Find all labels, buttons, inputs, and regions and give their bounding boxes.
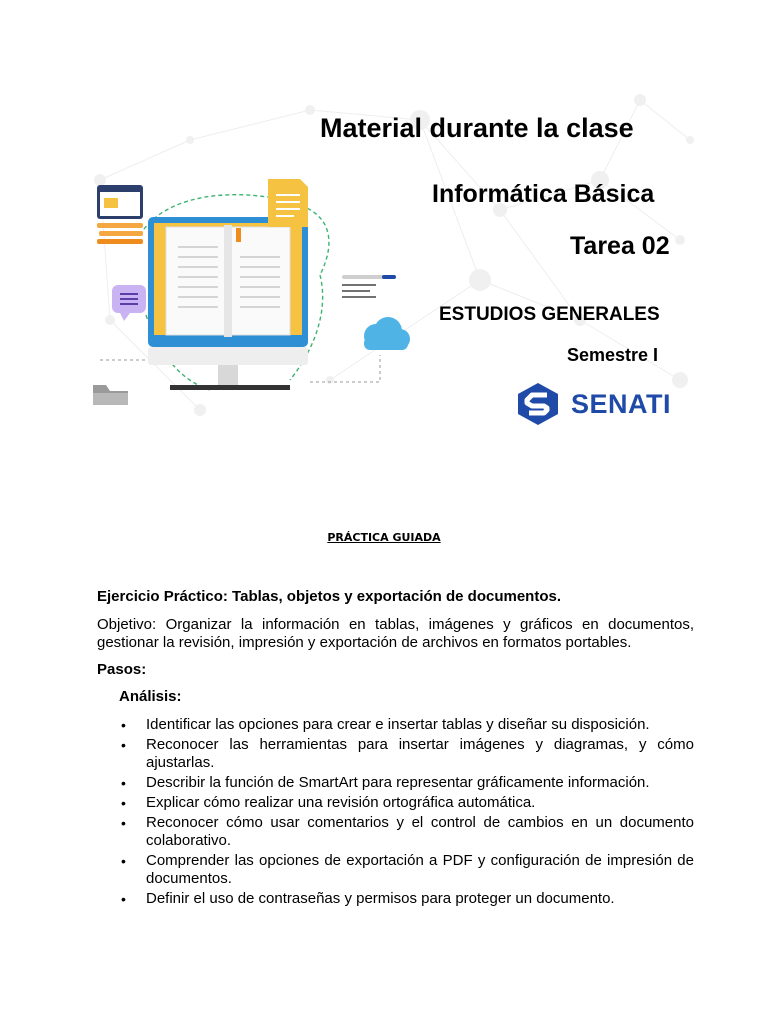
- list-item-text: Comprender las opciones de exportación a PDF y configuración de impresión de documentos.: [146, 852, 694, 887]
- objective-paragraph: Objetivo: Organizar la información en tablas, imágenes y gráficos en documentos, gestionar la revisión, impresión y exportación de archivos en formatos portables.: [97, 616, 694, 651]
- bullet-icon: •: [121, 717, 126, 733]
- list-item: [119, 794, 694, 812]
- monitor-book-icon: [148, 217, 308, 390]
- browser-window-icon: [97, 185, 143, 244]
- analysis-list: [119, 716, 694, 910]
- list-item-text: Reconocer las herramientas para insertar imágenes y diagramas, y cómo ajustarlas.: [146, 736, 694, 771]
- semester-label: Semestre I: [567, 345, 659, 365]
- list-item-text: Reconocer cómo usar comentarios y el control de cambios en un documento colaborativo.: [146, 814, 694, 849]
- practice-heading: PRÁCTICA GUIADA: [327, 531, 441, 544]
- senati-logo-text: SENATI: [571, 389, 672, 419]
- task-title: Tarea 02: [570, 232, 670, 260]
- list-item: [119, 852, 694, 888]
- list-item-text: Identificar las opciones para crear e insertar tablas y diseñar su disposición.: [146, 716, 650, 733]
- list-item: [119, 736, 694, 772]
- bullet-icon: •: [121, 853, 126, 869]
- bullet-icon: •: [121, 815, 126, 831]
- folder-icon: [93, 385, 128, 405]
- senati-emblem-icon: [514, 381, 562, 427]
- list-item-text: Describir la función de SmartArt para representar gráficamente información.: [146, 774, 650, 791]
- computer-book-illustration: [80, 165, 430, 405]
- cloud-icon: [364, 317, 410, 350]
- bullet-icon: •: [121, 795, 126, 811]
- steps-label: Pasos:: [97, 661, 147, 678]
- list-item-text: Explicar cómo realizar una revisión ortográfica automática.: [146, 794, 536, 811]
- program-title: ESTUDIOS GENERALES: [439, 304, 660, 325]
- analysis-label: Análisis:: [119, 688, 182, 705]
- document-icon: [268, 179, 308, 227]
- subject-title: Informática Básica: [432, 180, 655, 208]
- bullet-icon: •: [121, 737, 126, 753]
- list-item: [119, 774, 694, 792]
- text-lines-icon: [342, 275, 396, 297]
- material-title: Material durante la clase: [320, 113, 634, 143]
- senati-logo: [514, 381, 674, 427]
- list-item-text: Definir el uso de contraseñas y permisos para proteger un documento.: [146, 890, 615, 907]
- list-item: [119, 814, 694, 850]
- list-item: [119, 890, 694, 908]
- cover-header: [0, 0, 768, 450]
- bullet-icon: •: [121, 891, 126, 907]
- chat-bubble-icon: [112, 285, 146, 321]
- exercise-title: Ejercicio Práctico: Tablas, objetos y exportación de documentos.: [97, 588, 562, 605]
- list-item: [119, 716, 694, 734]
- bullet-icon: •: [121, 775, 126, 791]
